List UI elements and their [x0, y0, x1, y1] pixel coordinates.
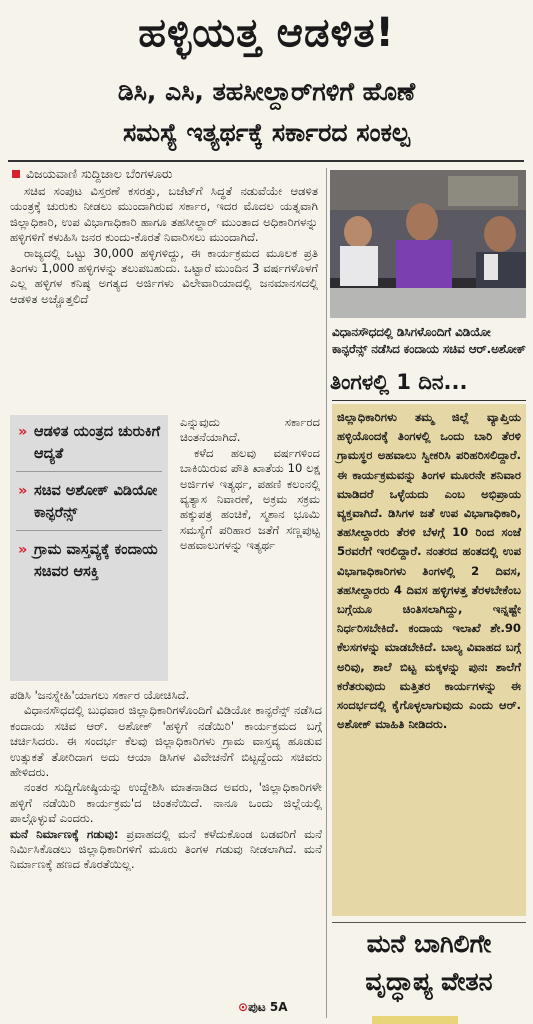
sub-headline-2: ಸಮಸ್ಯೆ ಇತ್ಯರ್ಥಕ್ಕೆ ಸರ್ಕಾರದ ಸಂಕಲ್ಪ: [123, 118, 410, 147]
photo-illustration: [330, 170, 526, 318]
paragraph-2-cont: ಎನ್ನುವುದು ಸರ್ಕಾರದ ಚಿಂತನೆಯಾಗಿದೆ.: [180, 415, 320, 445]
pullquote-item: » ಸಚಿವ ಅಶೋಕ್ ವಿಡಿಯೋ ಕಾನ್ಫರೆನ್ಸ್: [16, 480, 162, 524]
main-headline: ಹಳ್ಳಿಯತ್ತ ಆಡಳಿತ!: [138, 10, 395, 56]
paragraph-5: ನಂತರ ಸುದ್ದಿಗೋಷ್ಠಿಯನ್ನು ಉದ್ದೇಶಿಸಿ ಮಾತನಾಡಿದ ಅವರು, 'ಜಿಲ್ಲಾಧಿಕಾರಿಗಳೇ ಹಳ್ಳಿಗೆ ನಡೆಯಿರಿ ಕಾರ್ಯಕ್ರಮ'ದ ಚಿಂತನೆಯಿದೆ. ನಾನೂ ಒಂದು ಜಿಲ್ಲೆಯಲ್ಲಿ ಪಾಲ್ಗೊಳ್ಳುವೆ ಎಂದರು.: [10, 780, 322, 826]
sidebar-rule: [332, 400, 526, 401]
bottom-tag: [372, 1016, 458, 1024]
subhead: ಮನೆ ನಿರ್ಮಾಣಕ್ಕೆ ಗಡುವು:: [10, 826, 119, 841]
double-chevron-icon: »: [18, 483, 28, 499]
column-divider: [326, 168, 327, 1018]
article-body-narrow: [180, 415, 320, 554]
footer-headline-line1: ಮನೆ ಬಾಗಿಲಿಗೇ: [366, 929, 492, 958]
paragraph-3: ಕಳೆದ ಹಲವು ವರ್ಷಗಳಿಂದ ಬಾಕಿಯಿರುವ ಪೌತಿ ಖಾತೆಯ 10 ಲಕ್ಷ ಅರ್ಜಿಗಳ ಇತ್ಯರ್ಥ, ಪಹಣಿ ಕಲಂನಲ್ಲಿ ವ್ಯತ್ಯಾಸ ನಿವಾರಣೆ, ಅಕ್ರಮ ಸಕ್ರಮ ಹಕ್ಕುಪತ್ರ ಹಂಚಿಕೆ, ಸ್ಮಶಾನ ಭೂಮಿ ಸಮಸ್ಯೆಗೆ ಪರಿಹಾರ ಜತೆಗೆ ಸಣ್ಣಪುಟ್ಟ ಅಹವಾಲುಗಳನ್ನು ಇತ್ಯರ್ಥ: [180, 445, 320, 553]
pullquote-box: [10, 415, 168, 681]
footer-headline: [332, 925, 526, 1001]
article-body-top: [10, 184, 318, 307]
sub-headline-1: ಡಿಸಿ, ಎಸಿ, ತಹಸೀಲ್ದಾರ್‌ಗಳಿಗೆ ಹೊಣೆ: [117, 77, 416, 106]
footer-headline-line2: ವೃದ್ಧಾಪ್ಯ ವೇತನ: [365, 967, 493, 996]
continued-page-link[interactable]: ⊙ಪುಟ 5A: [238, 1000, 288, 1014]
footer-rule: [332, 922, 526, 923]
divider: [16, 530, 162, 531]
arrow-icon: ⊙: [238, 1000, 249, 1014]
double-chevron-icon: »: [18, 542, 28, 558]
news-photo: [330, 170, 526, 318]
paragraph-3-cont: ಪಡಿಸಿ 'ಜನಸ್ನೇಹಿ'ಯಾಗಲು ಸರ್ಕಾರ ಯೋಚಿಸಿದೆ.: [10, 688, 190, 702]
paragraph-1: ಸಚಿವ ಸಂಪುಟ ವಿಸ್ತರಣೆ ಕಸರತ್ತು, ಬಜೆಟ್‌ಗೆ ಸಿದ್ಧತೆ ನಡುವೆಯೇ ಆಡಳಿತ ಯಂತ್ರಕ್ಕೆ ಚುರುಕು ನೀಡಲು ಮುಂದಾಗಿರುವ ಸರ್ಕಾರ, ಇದರ ಮೊದಲ ಯತ್ನವಾಗಿ ಜಿಲ್ಲಾಧಿಕಾರಿ, ಉಪ ವಿಭಾಗಾಧಿಕಾರಿ ಹಾಗೂ ತಹಸೀಲ್ದಾರ್ ಮುಂತಾದ ಅಧಿಕಾರಿಗಳನ್ನು ಹಳ್ಳಿಗಳಿಗೆ ಕಳುಹಿಸಿ ಜನರ ಕುಂದು-ಕೊರತೆ ನಿವಾರಿಸಲು ಮುಂದಾಗಿದೆ.: [10, 184, 318, 245]
paragraph-2: ರಾಜ್ಯದಲ್ಲಿ ಒಟ್ಟು 30,000 ಹಳ್ಳಿಗಳಿದ್ದು, ಈ ಕಾರ್ಯಕ್ರಮದ ಮೂಲಕ ಪ್ರತಿ ತಿಂಗಳು 1,000 ಹಳ್ಳಿಗಳನ್ನು ತಲುಪಬಹುದು. ಒಟ್ಟಾರೆ ಮುಂದಿನ 3 ವರ್ಷಗಳೊಳಗೆ ಎಲ್ಲ ಹಳ್ಳಿಗಳ ಕನಿಷ್ಠ ಅಗತ್ಯದ ಅರ್ಜಿಗಳು ವಿಲೇವಾರಿಯಾದಲ್ಲಿ ಜನಮಾನಸದಲ್ಲಿ ಆಡಳಿತ ಅಚ್ಚೊತ್ತಲಿದೆ: [10, 245, 318, 306]
headline-rule: [8, 160, 524, 162]
pullquote-item: » ಗ್ರಾಮ ವಾಸ್ತವ್ಯಕ್ಕೆ ಕಂದಾಯ ಸಚಿವರ ಆಸಕ್ತಿ: [16, 539, 162, 583]
double-chevron-icon: »: [18, 424, 28, 440]
paragraph-4: ವಿಧಾನಸೌಧದಲ್ಲಿ ಬುಧವಾರ ಜಿಲ್ಲಾಧಿಕಾರಿಗಳೊಂದಿಗೆ ವಿಡಿಯೋ ಕಾನ್ಫರೆನ್ಸ್ ನಡೆಸಿದ ಕಂದಾಯ ಸಚಿವ ಆರ್. ಅಶೋಕ್ 'ಹಳ್ಳಿಗೆ ನಡೆಯಿರಿ' ಕಾರ್ಯಕ್ರಮದ ಬಗ್ಗೆ ಚರ್ಚಿಸಿದರು. ಈ ಸಂದರ್ಭ ಕೆಲವು ಜಿಲ್ಲಾಧಿಕಾರಿಗಳು ಗ್ರಾಮ ವಾಸ್ತವ್ಯ ಹೂಡುವ ಉತ್ಸುಕತೆ ತೋರಿದಾಗ ಅದು ಆಯಾ ಡಿಸಿಗಳ ವಿವೇಚನೆಗೆ ಬಿಟ್ಟದ್ದೆಂದು ಸಚಿವರು ಹೇಳಿದರು.: [10, 703, 322, 780]
byline: [12, 166, 173, 182]
photo-caption: ವಿಧಾನಸೌಧದಲ್ಲಿ ಡಿಸಿಗಳೊಂದಿಗೆ ವಿಡಿಯೋ ಕಾನ್ಫರೆನ್ಸ್ ನಡೆಸಿದ ಕಂದಾಯ ಸಚಿವ ಆರ್.ಅಶೋಕ್: [332, 325, 526, 356]
divider: [16, 471, 162, 472]
sidebar-text: ಜಿಲ್ಲಾಧಿಕಾರಿಗಳು ತಮ್ಮ ಜಿಲ್ಲೆ ವ್ಯಾಪ್ತಿಯ ಹಳ್ಳಿಯೊಂದಕ್ಕೆ ತಿಂಗಳಲ್ಲಿ ಒಂದು ಬಾರಿ ತೆರಳಿ ಗ್ರಾಮಸ್ಥರ ಅಹವಾಲು ಸ್ವೀಕರಿಸಿ ಪರಿಹರಿಸಲಿದ್ದಾರೆ. ಈ ಕಾರ್ಯಕ್ರಮವನ್ನು ತಿಂಗಳ ಮೂರನೇ ಶನಿವಾರ ಮಾಡಿದರೆ ಒಳ್ಳೆಯದು ಎಂಬ ಅಭಿಪ್ರಾಯ ವ್ಯಕ್ತವಾಗಿದೆ. ಡಿಸಿಗಳ ಜತೆ ಉಪ ವಿಭಾಗಾಧಿಕಾರಿ, ತಹಸೀಲ್ದಾರರು ತೆರಳಿ ಬೆಳಗ್ಗೆ 10 ರಿಂದ ಸಂಜೆ 5ರವರೆಗೆ ಇರಲಿದ್ದಾರೆ. ನಂತರದ ಹಂತದಲ್ಲಿ ಉಪ ವಿಭಾಗಾಧಿಕಾರಿಗಳು ತಿಂಗಳಲ್ಲಿ 2 ದಿವಸ, ತಹಸೀಲ್ದಾರರು 4 ದಿವಸ ಹಳ್ಳಿಗಳತ್ತ ತೆರಳಬೇಕೆಂಬ ಬಗ್ಗೆಯೂ ಚಿಂತಿಸಲಾಗಿದ್ದು, ಇನ್ನಷ್ಟೇ ನಿರ್ಧರಿಸಬೇಕಿದೆ. ಕಂದಾಯ ಇಲಾಖೆ ಶೇ.90 ಕೆಲಸಗಳನ್ನು ಮಾಡಬೇಕಿದೆ. ಬಾಲ್ಯ ವಿವಾಹದ ಬಗ್ಗೆ ಅರಿವು, ಶಾಲೆ ಬಿಟ್ಟ ಮಕ್ಕಳನ್ನು ಪುನಃ ಶಾಲೆಗೆ ಕರೆತರುವುದು ಮತ್ತಿತರ ಕಾರ್ಯಗಳನ್ನು ಈ ಸಂದರ್ಭದಲ್ಲಿ ಕೈಗೊಳ್ಳಲಾಗುವುದು ಎಂದು ಆರ್. ಅಶೋಕ್ ಮಾಹಿತಿ ನೀಡಿದರು.: [332, 404, 526, 916]
byline-text: ವಿಜಯವಾಣಿ ಸುದ್ದಿಜಾಲ ಬೆಂಗಳೂರು: [26, 166, 173, 181]
byline-marker-icon: [12, 170, 20, 178]
pullquote-item: » ಆಡಳಿತ ಯಂತ್ರದ ಚುರುಕಿಗೆ ಆದ್ಯತೆ: [16, 421, 162, 465]
article-body-bottom: [10, 688, 322, 873]
paragraph-6: ಮನೆ ನಿರ್ಮಾಣಕ್ಕೆ ಗಡುವು: ಪ್ರವಾಹದಲ್ಲಿ ಮನೆ ಕಳೆದುಕೊಂಡ ಬಡವರಿಗೆ ಮನೆ ನಿರ್ಮಿಸಿಕೊಡಲು ಜಿಲ್ಲಾಧಿಕಾರಿಗಳಿಗೆ ಮೂರು ತಿಂಗಳ ಗಡುವು ನೀಡಲಾಗಿದೆ. ಮನೆ ನಿರ್ಮಾಣಕ್ಕೆ ಹಣದ ಕೊರತೆಯಿಲ್ಲ.: [10, 826, 323, 872]
sidebar-heading: ತಿಂಗಳಲ್ಲಿ 1 ದಿನ...: [330, 370, 468, 394]
